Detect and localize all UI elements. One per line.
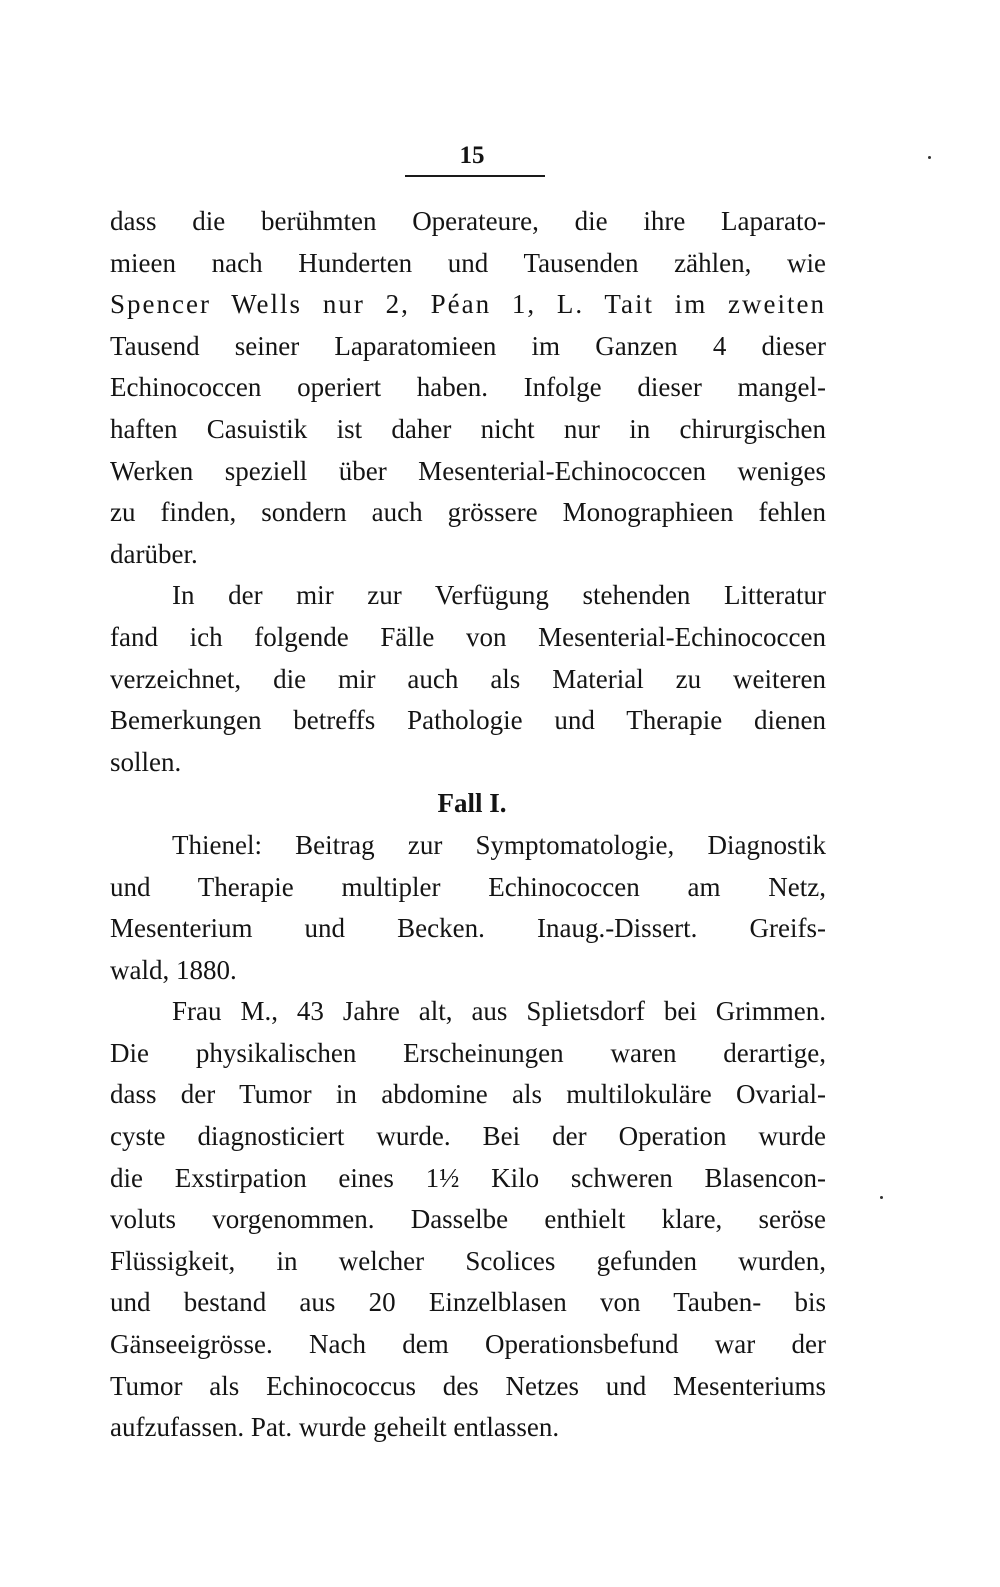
- text-line: voluts vorgenommen. Dasselbe enthielt klare, seröse: [110, 1204, 826, 1235]
- paragraph-case-description: [110, 991, 826, 1449]
- text-line: aufzufassen. Pat. wurde geheilt entlassen.: [110, 1412, 560, 1443]
- case-heading: Fall I.: [437, 788, 507, 819]
- text-line: sollen.: [110, 746, 182, 777]
- text-line: Bemerkungen betreffs Pathologie und Therapie dienen: [110, 705, 826, 736]
- book-page: [110, 140, 826, 1449]
- text-line: darüber.: [110, 538, 198, 569]
- text-line: zu finden, sondern auch grössere Monographieen fehlen: [110, 497, 826, 528]
- text-line: Gänseeigrösse. Nach dem Operationsbefund war der: [110, 1329, 826, 1360]
- text-line: dass der Tumor in abdomine als multilokuläre Ovarial-: [110, 1079, 826, 1110]
- text-line: haften Casuistik ist daher nicht nur in chirurgischen: [110, 413, 826, 444]
- body-text: [110, 201, 826, 1449]
- text-line: Die physikalischen Erscheinungen waren derartige,: [110, 1037, 826, 1068]
- text-line: verzeichnet, die mir auch als Material zu weiteren: [110, 663, 826, 694]
- text-line: Tumor als Echinococcus des Netzes und Mesenteriums: [110, 1370, 826, 1401]
- text-line: Frau M., 43 Jahre alt, aus Splietsdorf bei Grimmen.: [172, 996, 826, 1027]
- page-number: 15: [459, 142, 485, 169]
- text-line: mieen nach Hunderten und Tausenden zählen, wie: [110, 247, 826, 278]
- text-line: Thienel: Beitrag zur Symptomatologie, Diagnostik: [172, 829, 826, 860]
- text-line: Flüssigkeit, in welcher Scolices gefunden wurden,: [110, 1245, 826, 1276]
- text-line: und Therapie multipler Echinococcen am Netz,: [110, 871, 826, 902]
- paragraph-literature: [110, 575, 826, 783]
- text-line: In der mir zur Verfügung stehenden Litteratur: [172, 580, 826, 611]
- text-line: fand ich folgende Fälle von Mesenterial-Echinococcen: [110, 621, 826, 652]
- text-line: die Exstirpation eines 1½ Kilo schweren Blasencon-: [110, 1162, 826, 1193]
- text-line: dass die berühmten Operateure, die ihre Laparato-: [110, 206, 826, 236]
- text-line: wald, 1880.: [110, 954, 237, 985]
- page-number-rule: [405, 175, 545, 177]
- paragraph-citation: [110, 825, 826, 991]
- paragraph-continuation: [110, 201, 826, 575]
- text-line: Tausend seiner Laparatomieen im Ganzen 4 dieser: [110, 330, 826, 361]
- text-line: Spencer Wells nur 2, Péan 1, L. Tait im zweiten: [110, 289, 826, 320]
- text-line: cyste diagnosticiert wurde. Bei der Operation wurde: [110, 1121, 826, 1152]
- text-line: Mesenterium und Becken. Inaug.-Dissert. Greifs-: [110, 913, 826, 944]
- text-line: Werken speziell über Mesenterial-Echinococcen weniges: [110, 455, 826, 486]
- text-line: Echinococcen operiert haben. Infolge dieser mangel-: [110, 372, 826, 403]
- scan-speck: [928, 156, 931, 159]
- text-line: und bestand aus 20 Einzelblasen von Tauben- bis: [110, 1287, 826, 1318]
- scan-speck: [880, 1196, 883, 1199]
